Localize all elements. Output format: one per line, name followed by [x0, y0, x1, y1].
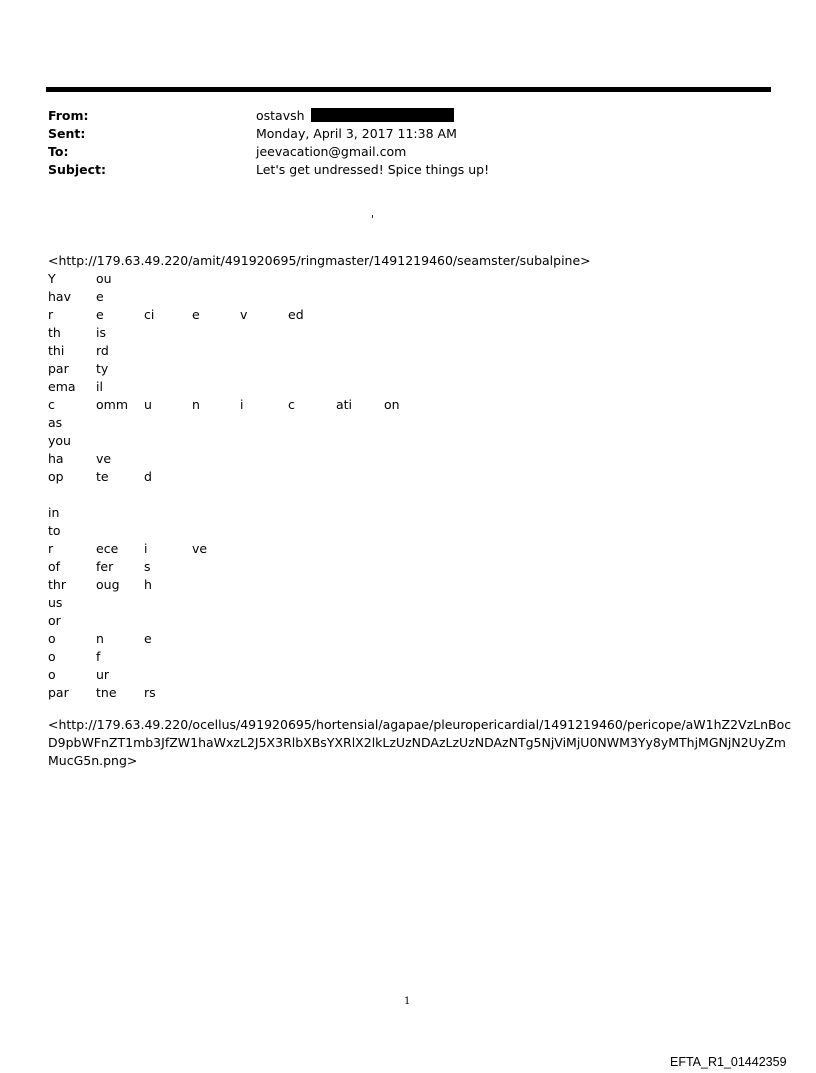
text-fragment: e	[96, 289, 104, 304]
text-fragment: ve	[192, 541, 208, 556]
sent-value: Monday, April 3, 2017 11:38 AM	[256, 126, 457, 141]
text-fragment: par	[48, 685, 69, 700]
text-fragment: te	[96, 469, 109, 484]
text-fragment: ha	[48, 451, 64, 466]
text-fragment: o	[48, 631, 56, 646]
text-fragment: ed	[288, 307, 304, 322]
to-label: To:	[48, 144, 69, 159]
link-url-1[interactable]: <http://179.63.49.220/amit/491920695/ringmaster/1491219460/seamster/subalpine>	[48, 253, 591, 268]
text-fragment: omm	[96, 397, 129, 412]
text-fragment: rs	[144, 685, 156, 700]
from-field	[256, 107, 454, 125]
text-fragment: thi	[48, 343, 65, 358]
text-fragment: h	[144, 577, 152, 592]
text-fragment: i	[144, 541, 148, 556]
subject-label: Subject:	[48, 162, 106, 177]
text-fragment: as	[48, 415, 63, 430]
text-fragment: il	[96, 379, 103, 394]
text-fragment: us	[48, 595, 63, 610]
text-fragment: or	[48, 613, 61, 628]
text-fragment: o	[48, 649, 56, 664]
stray-mark: '	[371, 213, 375, 226]
link-url-2-line-1[interactable]: <http://179.63.49.220/ocellus/491920695/hortensial/agapae/pleuropericardial/1491219460/pericope/aW1hZ2VzLnBoc	[48, 717, 792, 732]
text-fragment: c	[288, 397, 295, 412]
text-fragment: ece	[96, 541, 119, 556]
text-fragment: to	[48, 523, 61, 538]
text-fragment: of	[48, 559, 61, 574]
text-fragment: Y	[48, 271, 56, 286]
link-url-2-line-3[interactable]: MucG5n.png>	[48, 753, 138, 768]
from-label: From:	[48, 108, 89, 123]
text-fragment: o	[48, 667, 56, 682]
text-fragment: u	[144, 397, 152, 412]
text-fragment: rd	[96, 343, 109, 358]
text-fragment: th	[48, 325, 61, 340]
text-fragment: r	[48, 541, 54, 556]
text-fragment: i	[240, 397, 244, 412]
header-rule	[46, 87, 771, 92]
text-fragment: oug	[96, 577, 120, 592]
text-fragment: ati	[336, 397, 353, 412]
text-fragment: hav	[48, 289, 71, 304]
text-fragment: on	[384, 397, 400, 412]
subject-value: Let's get undressed! Spice things up!	[256, 162, 490, 177]
text-fragment: in	[48, 505, 60, 520]
text-fragment: ou	[96, 271, 112, 286]
redaction-box	[311, 108, 454, 122]
text-fragment: ema	[48, 379, 76, 394]
text-fragment: thr	[48, 577, 66, 592]
text-fragment: e	[192, 307, 200, 322]
bates-number: EFTA_R1_01442359	[670, 1055, 787, 1069]
text-fragment: f	[96, 649, 101, 664]
text-fragment: tne	[96, 685, 117, 700]
text-fragment: ty	[96, 361, 109, 376]
text-fragment: ve	[96, 451, 112, 466]
text-fragment: v	[240, 307, 248, 322]
text-fragment: fer	[96, 559, 114, 574]
text-fragment: e	[96, 307, 104, 322]
text-fragment: r	[48, 307, 54, 322]
text-fragment: e	[144, 631, 152, 646]
to-value: jeevacation@gmail.com	[256, 144, 407, 159]
text-fragment: par	[48, 361, 69, 376]
page-number: 1	[404, 996, 411, 1007]
link-url-2-line-2[interactable]: D9pbWFnZT1mb3JfZW1haWxzL2J5X3RlbXBsYXRlX2lkLzUzNDAzLzUzNDAzNTg5NjViMjU0NWM3Yy8yMThjMGNjN2UyZm	[48, 735, 786, 750]
text-fragment: c	[48, 397, 55, 412]
text-fragment: d	[144, 469, 152, 484]
text-fragment: n	[96, 631, 104, 646]
text-fragment: n	[192, 397, 200, 412]
text-fragment: s	[144, 559, 151, 574]
text-fragment: you	[48, 433, 71, 448]
from-value: ostavsh	[256, 108, 305, 123]
sent-label: Sent:	[48, 126, 86, 141]
text-fragment: op	[48, 469, 64, 484]
text-fragment: ci	[144, 307, 155, 322]
text-fragment: is	[96, 325, 106, 340]
text-fragment: ur	[96, 667, 110, 682]
